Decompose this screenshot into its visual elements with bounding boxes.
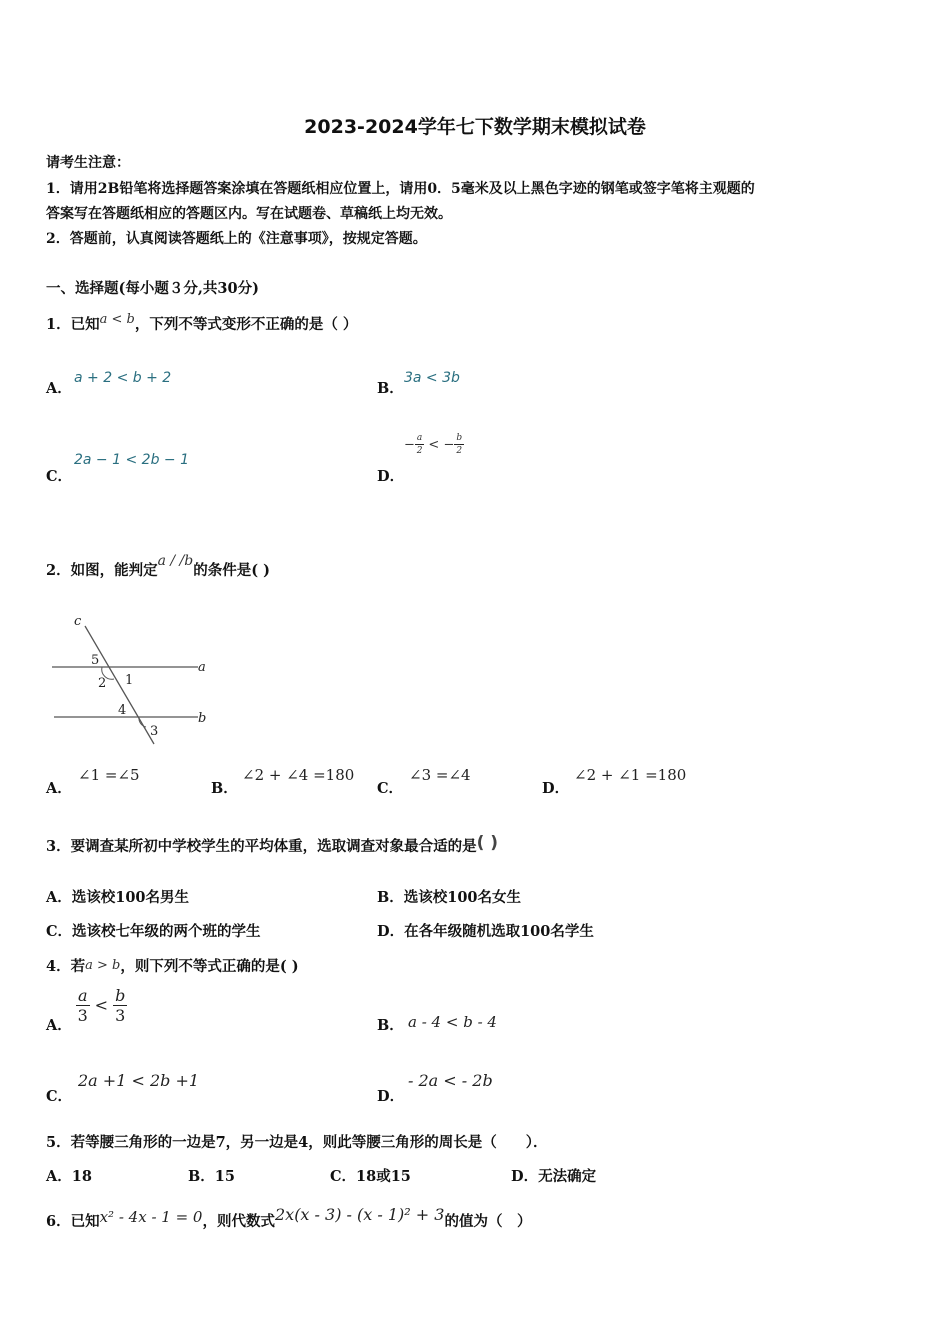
q2-suffix: 的条件是( ) bbox=[193, 562, 271, 579]
angle-arc-3 bbox=[139, 717, 146, 727]
q3-text: 3．要调查某所初中学校学生的平均体重，选取调查对象最合适的是 bbox=[46, 838, 477, 855]
q4-option-b-label: B． bbox=[377, 1017, 404, 1034]
q4-option-d-label: D． bbox=[377, 1088, 405, 1105]
q1-option-a-expr: a + 2 < b + 2 bbox=[74, 370, 172, 386]
question-4 bbox=[46, 955, 299, 976]
q2-option-a-label: A． bbox=[46, 780, 72, 797]
q2-option-b-expr: ∠2 + ∠4 =180 bbox=[242, 766, 355, 784]
q1-suffix: ，下列不等式变形不正确的是（ ） bbox=[134, 316, 358, 333]
q1-option-d-expr: − $\frac{a}{2}$ < − $\frac{b}{2}$ bbox=[404, 433, 463, 456]
question-3 bbox=[46, 835, 498, 856]
section-heading: 一、选择题(每小题３分,共30分) bbox=[46, 280, 259, 297]
q2-option-d-expr: ∠2 + ∠1 =180 bbox=[574, 766, 687, 784]
q6-expression: 2x(x - 3) - (x - 1)² + 3 bbox=[274, 1205, 445, 1224]
question-2 bbox=[46, 553, 271, 580]
notice-line-3: 2．答题前，认真阅读答题纸上的《注意事项》，按规定答题。 bbox=[46, 231, 427, 247]
label-b: b bbox=[198, 711, 207, 726]
q1-option-b-expr: 3a < 3b bbox=[404, 370, 460, 386]
label-a: a bbox=[198, 660, 206, 675]
q4-suffix: ，则下列不等式正确的是( ) bbox=[120, 958, 299, 975]
q3-option-a: A．选该校100名男生 bbox=[46, 889, 190, 906]
q2-option-c-expr: ∠3 =∠4 bbox=[409, 766, 471, 784]
q1-condition: a < b bbox=[99, 312, 135, 327]
q4-option-a-label: A． bbox=[46, 1017, 72, 1034]
q3-answer-paren: ( ) bbox=[476, 833, 499, 853]
q2-option-d-label: D． bbox=[542, 780, 570, 797]
angle-label-2: 2 bbox=[98, 676, 107, 691]
q5-option-d: D．无法确定 bbox=[511, 1168, 597, 1185]
q2-option-b-label: B． bbox=[211, 780, 238, 797]
q1-option-a-label: A． bbox=[46, 380, 72, 397]
q4-condition: a > b bbox=[85, 958, 121, 973]
q4-prefix: 4．若 bbox=[46, 958, 86, 975]
question-5: 5．若等腰三角形的一边是7，另一边是4，则此等腰三角形的周长是（ ）． bbox=[46, 1134, 548, 1151]
notice-line-1: 1．请用2B铅笔将选择题答案涂填在答题纸相应位置上，请用0．5毫米及以上黑色字迹的钢笔或签字笔将主观题的 bbox=[46, 181, 755, 197]
question-1 bbox=[46, 313, 357, 334]
q4-option-b-expr: a - 4 < b - 4 bbox=[408, 1013, 497, 1031]
angle-label-4: 4 bbox=[118, 703, 127, 718]
parallel-lines-figure bbox=[48, 610, 218, 750]
q5-option-a: A．18 bbox=[46, 1168, 92, 1185]
angle-label-5: 5 bbox=[91, 653, 100, 668]
q5-option-c: C．18或15 bbox=[330, 1168, 411, 1185]
q4-option-c-label: C． bbox=[46, 1088, 73, 1105]
q1-option-c-label: C． bbox=[46, 468, 73, 485]
q3-option-c: C．选该校七年级的两个班的学生 bbox=[46, 923, 261, 940]
q4-option-c-expr: 2a +1 < 2b +1 bbox=[78, 1071, 200, 1090]
q2-option-c-label: C． bbox=[377, 780, 404, 797]
question-6 bbox=[46, 1205, 532, 1231]
angle-label-3: 3 bbox=[150, 724, 159, 739]
q4-option-d-expr: - 2a < - 2b bbox=[408, 1071, 493, 1090]
q1-option-d-label: D． bbox=[377, 468, 405, 485]
q5-option-b: B．15 bbox=[188, 1168, 235, 1185]
q3-option-d: D．在各年级随机选取100名学生 bbox=[377, 923, 594, 940]
page-title: 2023-2024学年七下数学期末模拟试卷 bbox=[304, 116, 646, 138]
q1-prefix: 1．已知 bbox=[46, 316, 100, 333]
q6-prefix: 6．已知 bbox=[46, 1213, 100, 1230]
notice-line-2: 答案写在答题纸相应的答题区内。写在试题卷、草稿纸上均无效。 bbox=[46, 206, 452, 222]
notice-heading: 请考生注意： bbox=[46, 155, 130, 171]
q6-suffix: 的值为（ ） bbox=[444, 1213, 532, 1230]
angle-label-1: 1 bbox=[125, 673, 134, 688]
q2-option-a-expr: ∠1 =∠5 bbox=[78, 766, 140, 784]
label-c: c bbox=[74, 614, 82, 629]
q3-option-b: B．选该校100名女生 bbox=[377, 889, 522, 906]
q1-option-b-label: B． bbox=[377, 380, 404, 397]
q6-mid: ，则代数式 bbox=[202, 1213, 275, 1230]
q6-equation: x² - 4x - 1 = 0 bbox=[99, 1208, 203, 1226]
q1-option-c-expr: 2a − 1 < 2b − 1 bbox=[74, 452, 189, 468]
q2-prefix: 2．如图，能判定 bbox=[46, 562, 158, 579]
q4-option-a-expr: $\frac{a}{3}$ < $\frac{b}{3}$ bbox=[77, 986, 126, 1025]
q2-condition: a / /b bbox=[157, 553, 194, 569]
